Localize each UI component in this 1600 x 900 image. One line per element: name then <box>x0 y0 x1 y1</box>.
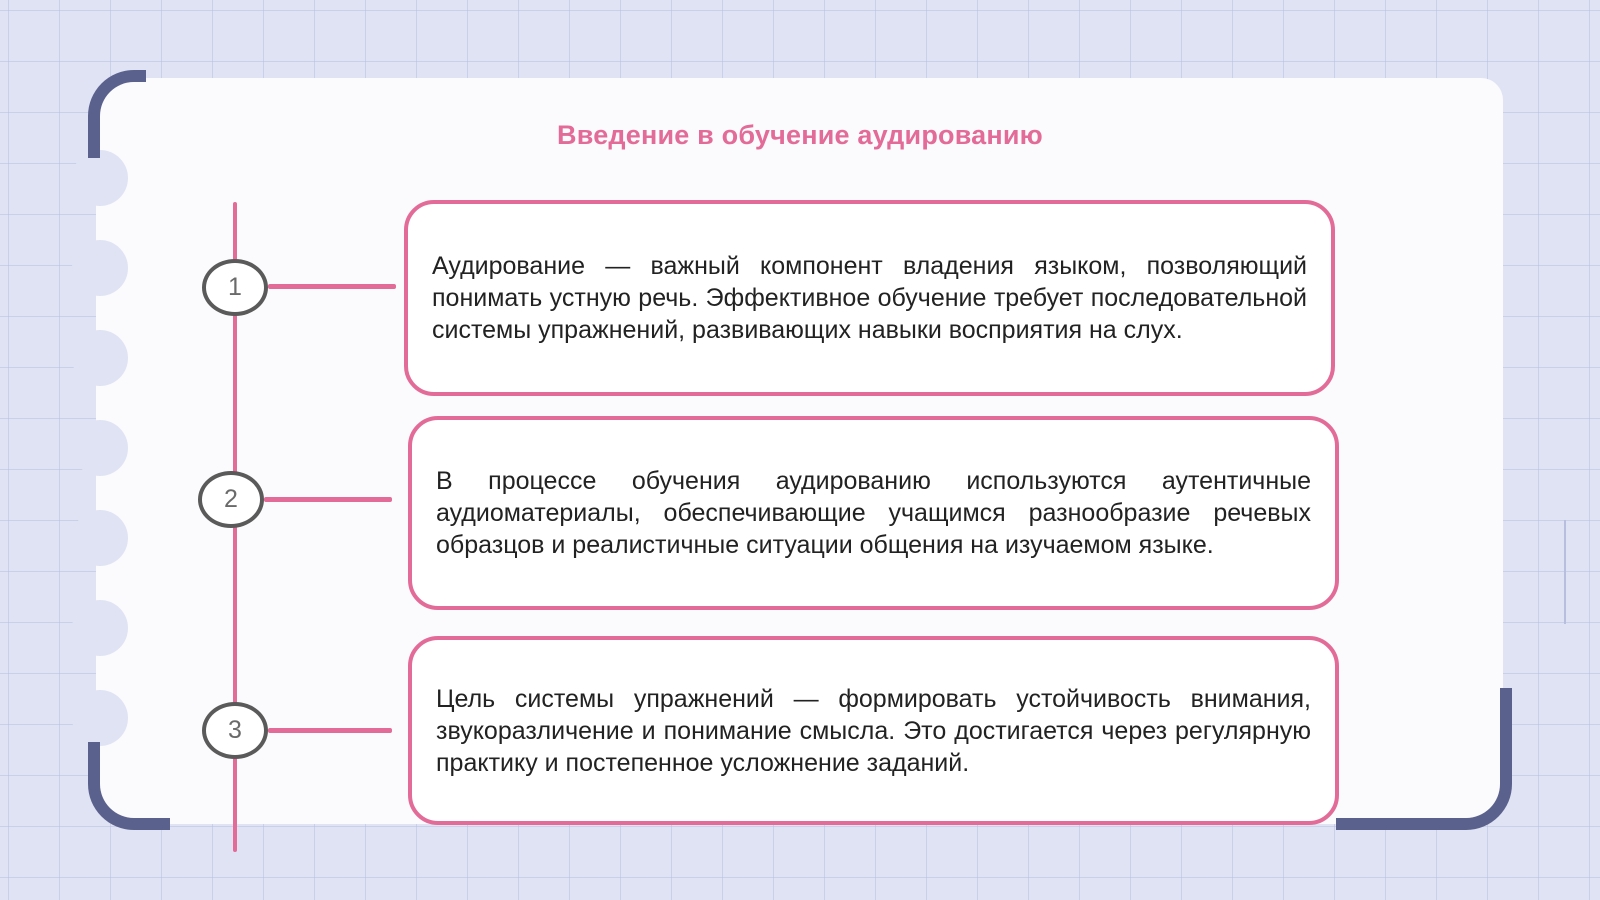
step-connector-2 <box>264 497 392 502</box>
notebook-hole <box>72 240 128 296</box>
step-card-1 <box>404 200 1335 396</box>
step-connector-1 <box>268 284 396 289</box>
step-number-3: 3 <box>202 702 268 759</box>
step-text-3: Цель системы упражнений — формировать устойчивость внимания, звукоразличение и понимание смысла. Это достигается через регулярную практику и постепенное усложнение заданий. <box>436 684 1311 777</box>
notebook-hole <box>72 330 128 386</box>
notebook-hole <box>72 600 128 656</box>
step-text-1: Аудирование — важный компонент владения языком, позволяющий понимать устную речь. Эффективное обучение требует последовательной системы упражнений, развивающих навыки восприятия на слух. <box>432 252 1307 344</box>
notebook-hole <box>72 420 128 476</box>
frame-corner-bottom-right <box>1336 688 1512 830</box>
step-text-2: В процессе обучения аудированию используются аутентичные аудиоматериалы, обеспечивающие учащимся разнообразие речевых образцов и реалистичные ситуации общения на изучаемом языке. <box>436 467 1311 559</box>
step-number-1: 1 <box>202 259 268 316</box>
step-number-2: 2 <box>198 471 264 528</box>
step-card-2 <box>408 416 1339 610</box>
step-connector-3 <box>268 728 392 733</box>
notebook-hole <box>72 150 128 206</box>
frame-corner-bottom-left <box>88 742 170 830</box>
slide-title: Введение в обучение аудированию <box>557 120 1043 150</box>
frame-corner-top-left <box>88 70 146 158</box>
notebook-hole <box>72 510 128 566</box>
step-card-3 <box>408 636 1339 825</box>
notebook-hole <box>72 690 128 746</box>
decorative-line <box>1564 520 1566 624</box>
